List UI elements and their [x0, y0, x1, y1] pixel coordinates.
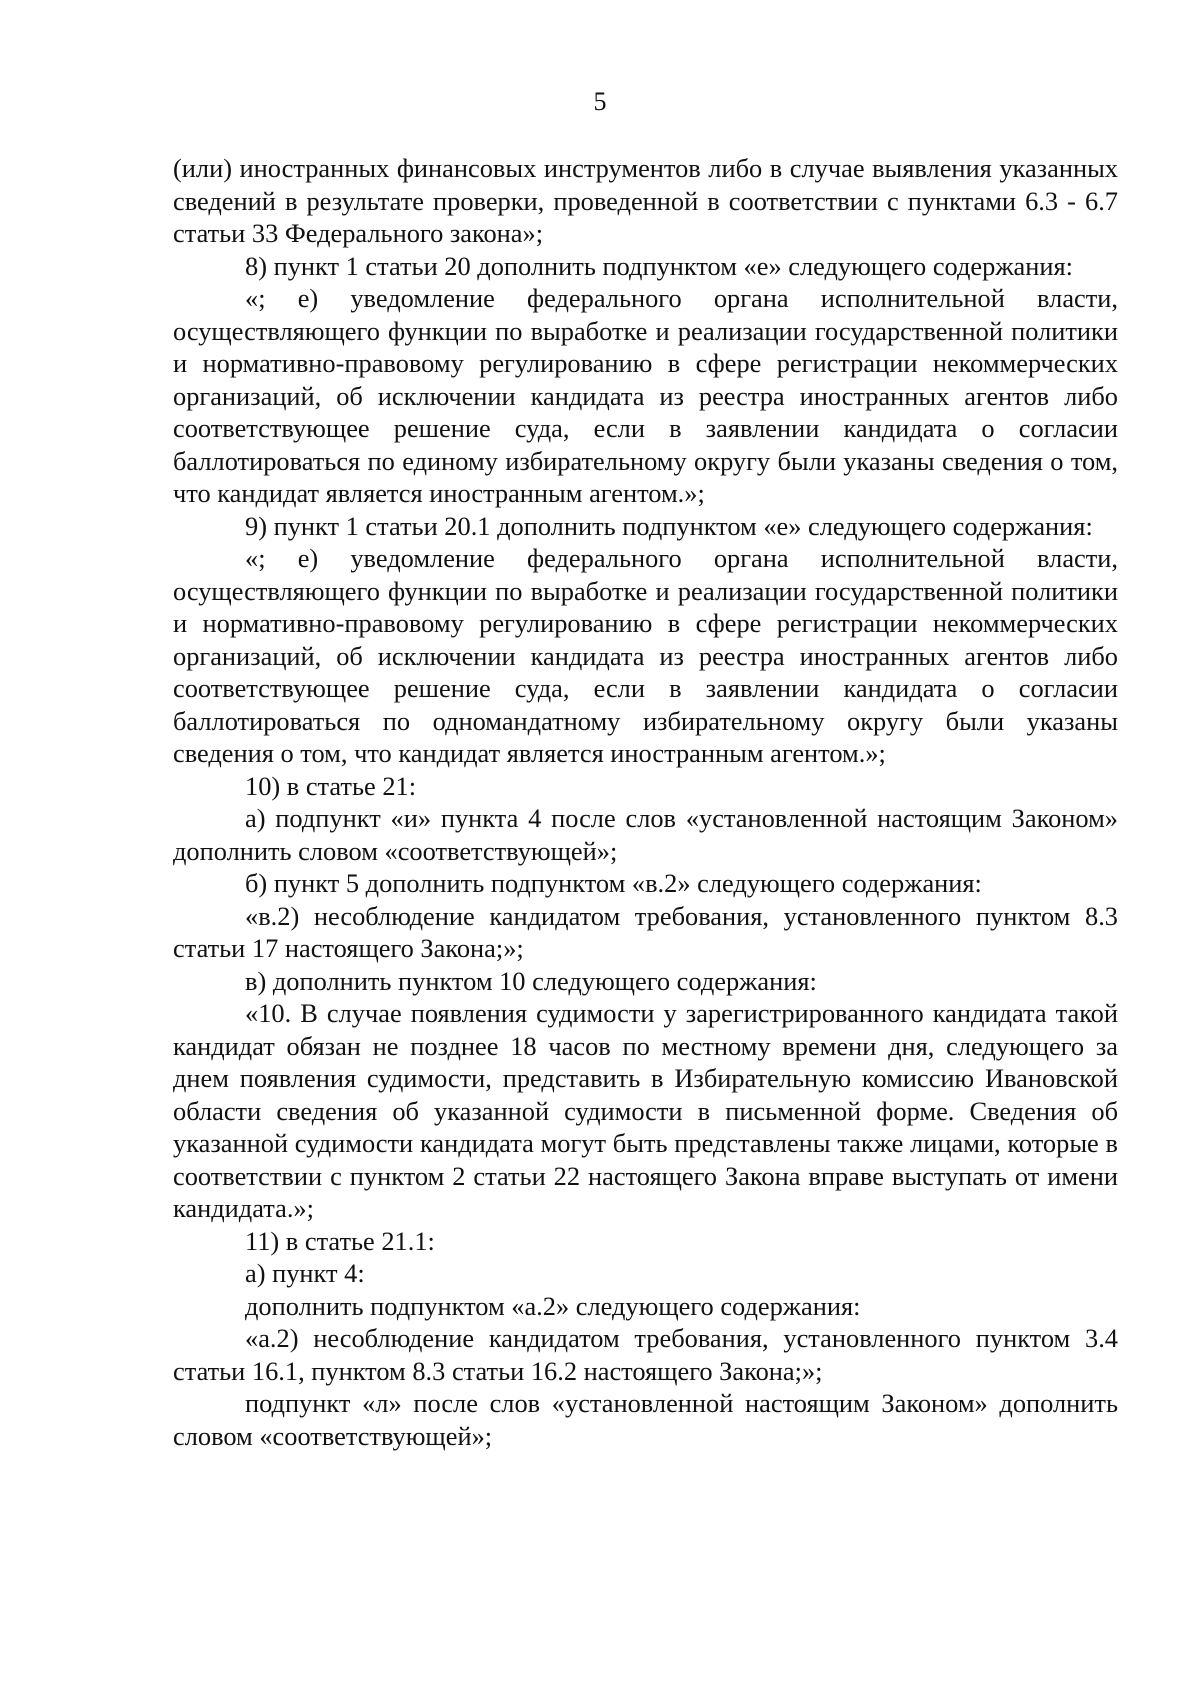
paragraph: «; е) уведомление федерального органа исполнительной власти, осуществляющего функции по выработке и реализации государственной политики и нормативно-правовому регулированию в сфере регистрации некоммерческих организаций, об исключении кандидата из реестра иностранных агентов либо соответствующее решение суда, если в заявлении кандидата о согласии баллотироваться по одномандатному избирательному округу были указаны сведения о том, что кандидат является иностранным агентом.»;	[173, 543, 1118, 768]
paragraph: а) пункт 4:	[245, 1258, 365, 1288]
paragraph: а) подпункт «и» пункта 4 после слов «установленной настоящим Законом» дополнить словом «соответствующей»;	[173, 803, 1118, 866]
paragraph: 10) в статье 21:	[245, 770, 417, 801]
paragraph: «в.2) несоблюдение кандидатом требования, установленного пунктом 8.3 статьи 17 настоящего Закона;»;	[173, 900, 1118, 963]
paragraph: «10. В случае появления судимости у зарегистрированного кандидата такой кандидат обязан не позднее 18 часов по местному времени дня, следующего за днем появления судимости, представить в Избирательную комиссию Ивановской области сведения об указанной судимости в письменной форме. Сведения об указанной судимости кандидата могут быть представлены также лицами, которые в соответствии с пунктом 2 статьи 22 настоящего Закона вправе выступать от имени кандидата.»;	[173, 998, 1118, 1223]
paragraph: 9) пункт 1 статьи 20.1 дополнить подпунктом «е» следующего содержания:	[245, 510, 1093, 541]
paragraph: 8) пункт 1 статьи 20 дополнить подпунктом «е» следующего содержания:	[245, 250, 1073, 281]
paragraph: дополнить подпунктом «а.2» следующего содержания:	[245, 1290, 861, 1321]
paragraph: подпункт «л» после слов «установленной настоящим Законом» дополнить словом «соответствующей»;	[173, 1388, 1118, 1451]
paragraph: (или) иностранных финансовых инструментов либо в случае выявления указанных сведений в результате проверки, проведенной в соответствии с пунктами 6.3 - 6.7 статьи 33 Федерального закона»;	[173, 153, 1118, 248]
paragraph: «; е) уведомление федерального органа исполнительной власти, осуществляющего функции по выработке и реализации государственной политики и нормативно-правовому регулированию в сфере регистрации некоммерческих организаций, об исключении кандидата из реестра иностранных агентов либо соответствующее решение суда, если в заявлении кандидата о согласии баллотироваться по единому избирательному округу были указаны сведения о том, что кандидат является иностранным агентом.»;	[173, 283, 1118, 508]
paragraph: б) пункт 5 дополнить подпунктом «в.2» следующего содержания:	[245, 868, 982, 898]
page-number: 5	[593, 87, 607, 116]
paragraph: «а.2) несоблюдение кандидатом требования, установленного пунктом 3.4 статьи 16.1, пунктом 8.3 статьи 16.2 настоящего Закона;»;	[173, 1323, 1118, 1386]
paragraph: 11) в статье 21.1:	[245, 1225, 435, 1256]
paragraph: в) дополнить пунктом 10 следующего содержания:	[245, 965, 817, 996]
document-body	[173, 152, 1118, 1452]
